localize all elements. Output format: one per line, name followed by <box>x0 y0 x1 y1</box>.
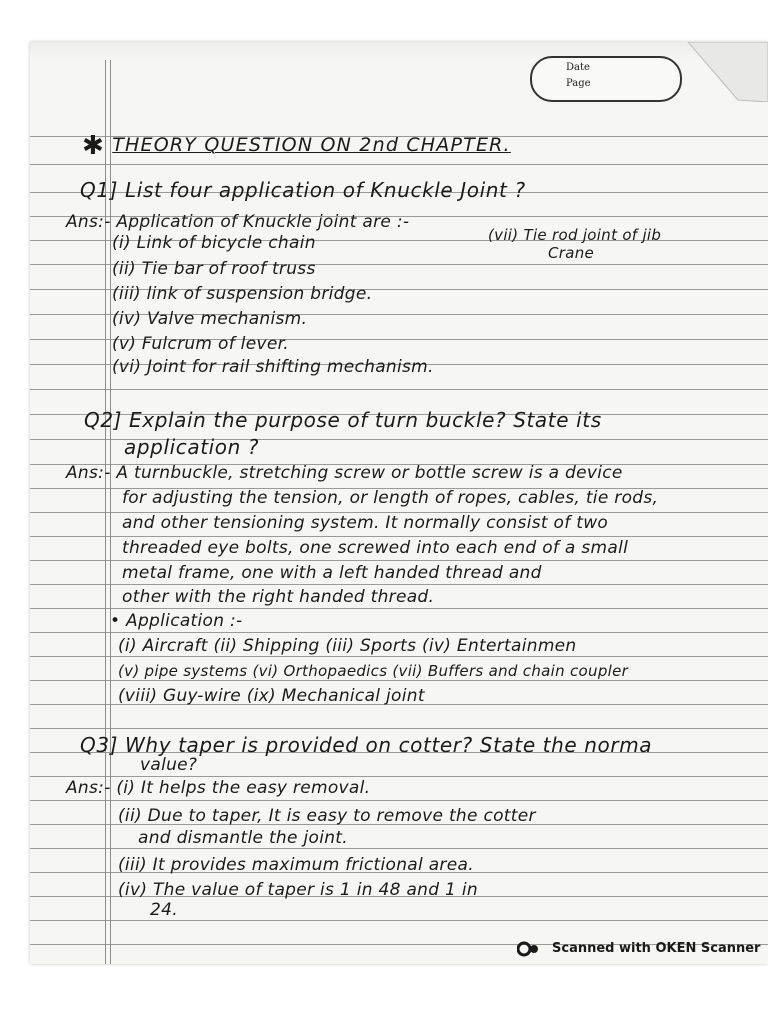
ruled-line <box>30 920 768 921</box>
q1-question: List four application of Knuckle Joint ? <box>125 178 526 202</box>
q3-ans-label: Ans:- <box>66 778 111 798</box>
q1-intro-line <box>66 212 409 232</box>
q3-answer-line <box>66 778 370 798</box>
q2-answer-text: and other tensioning system. It normally consist of two <box>122 513 609 533</box>
stamp-box <box>530 56 682 102</box>
q1-item: (v) Fulcrum of lever. <box>112 334 290 354</box>
q1-ans-label: Ans:- <box>66 212 111 232</box>
q2-answer-text: other with the right handed thread. <box>122 587 435 607</box>
q3-question: Why taper is provided on cotter? State the norma <box>125 733 653 757</box>
q2-application-heading: • Application :- <box>110 611 243 631</box>
ruled-line <box>30 560 768 561</box>
q2-question: Explain the purpose of turn buckle? State its <box>129 408 602 432</box>
ruled-line <box>30 776 768 777</box>
ruled-line <box>30 536 768 537</box>
q2-question-cont: application ? <box>124 435 260 459</box>
ruled-line <box>30 164 768 165</box>
q3-question-cont: value? <box>140 755 198 775</box>
ruled-line <box>30 632 768 633</box>
q1-item: (iv) Valve mechanism. <box>112 309 308 329</box>
ruled-line <box>30 389 768 390</box>
star-icon: ✱ <box>82 131 105 161</box>
ruled-line <box>30 656 768 657</box>
scanner-watermark <box>520 941 760 956</box>
date-page-stamp <box>530 56 680 100</box>
q1-side-item: (vii) Tie rod joint of jib <box>488 226 662 244</box>
q2-application-line: (v) pipe systems (vi) Orthopaedics (vii) Buffers and chain coupler <box>118 662 629 680</box>
q1-intro: Application of Knuckle joint are :- <box>116 212 410 232</box>
ruled-line <box>30 800 768 801</box>
q3-answer-text: (ii) Due to taper, It is easy to remove the cotter <box>118 806 536 826</box>
scanner-text: Scanned with OKEN Scanner <box>552 941 761 956</box>
q2-answer-line <box>66 463 623 483</box>
ruled-line <box>30 680 768 681</box>
q1-item: (vi) Joint for rail shifting mechanism. <box>112 357 434 377</box>
q1-side-item-cont: Crane <box>548 244 595 262</box>
q2-application-line: (i) Aircraft (ii) Shipping (iii) Sports (iv) Entertainmen <box>118 636 577 656</box>
ruled-line <box>30 728 768 729</box>
page-label: Page <box>566 78 591 89</box>
q2-answer-text: threaded eye bolts, one screwed into each end of a small <box>122 538 629 558</box>
q1-number: Q1] <box>80 178 119 202</box>
q1-item: (ii) Tie bar of roof truss <box>112 259 316 279</box>
page-title: THEORY QUESTION ON 2nd CHAPTER. <box>112 134 511 156</box>
q2-application-line: (viii) Guy-wire (ix) Mechanical joint <box>118 686 425 706</box>
q3-answer-text: (iv) The value of taper is 1 in 48 and 1 in <box>118 880 478 900</box>
q3-answer-text: 24. <box>150 900 178 920</box>
q3-answer-text: (i) It helps the easy removal. <box>116 778 371 798</box>
q2-ans-label: Ans:- <box>66 463 111 483</box>
q2-number: Q2] <box>84 408 123 432</box>
q2-question-line <box>84 408 602 432</box>
q1-question-line <box>80 178 526 202</box>
ruled-line <box>30 848 768 849</box>
q2-answer-text: A turnbuckle, stretching screw or bottle screw is a device <box>116 463 623 483</box>
folded-corner-icon <box>678 42 768 102</box>
scanner-logo-icon <box>517 941 541 957</box>
ruled-line <box>30 584 768 585</box>
q2-answer-text: metal frame, one with a left handed thread and <box>122 563 542 583</box>
date-label: Date <box>566 62 590 73</box>
q3-question-line <box>80 733 652 757</box>
q3-number: Q3] <box>80 733 119 757</box>
q3-answer-text: and dismantle the joint. <box>138 828 348 848</box>
q2-answer-text: for adjusting the tension, or length of ropes, cables, tie rods, <box>122 488 659 508</box>
q3-answer-text: (iii) It provides maximum frictional area. <box>118 855 474 875</box>
q1-item: (iii) link of suspension bridge. <box>112 284 373 304</box>
heading <box>82 131 511 161</box>
q1-item: (i) Link of bicycle chain <box>112 233 316 253</box>
ruled-line <box>30 608 768 609</box>
